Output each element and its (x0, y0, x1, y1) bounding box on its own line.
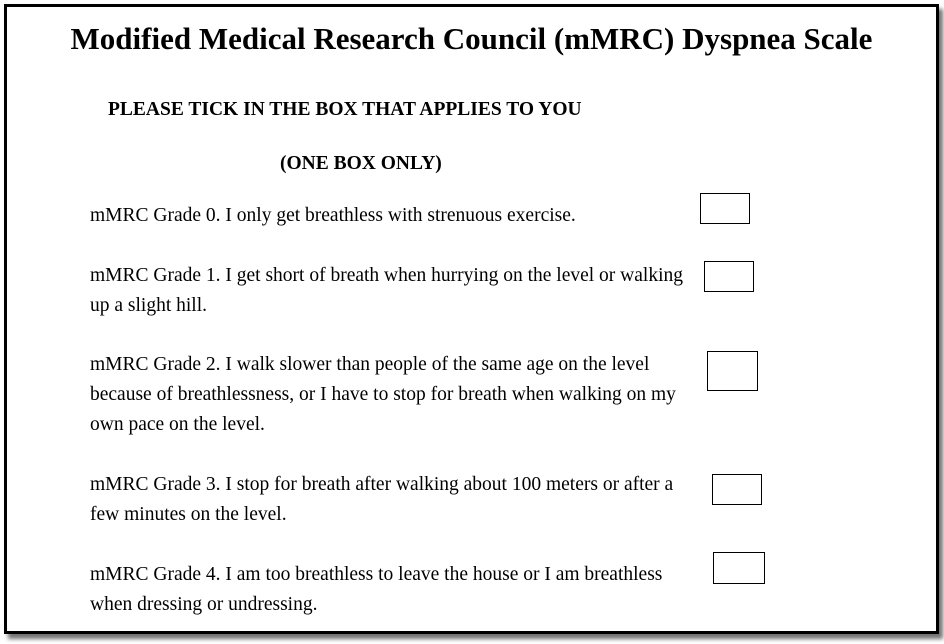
grade-2-checkbox[interactable] (707, 351, 758, 391)
document-frame (4, 4, 939, 634)
grade-4-label: mMRC Grade 4. I am too breathless to leave the house or I am breathless when dressing or undressing. (90, 564, 663, 615)
grade-0-checkbox[interactable] (700, 193, 750, 224)
instruction-text: PLEASE TICK IN THE BOX THAT APPLIES TO YOU (108, 99, 582, 120)
grade-0-item (90, 201, 700, 231)
grade-1-label: mMRC Grade 1. I get short of breath when hurrying on the level or walking up a slight hill. (90, 265, 683, 316)
grade-3-label: mMRC Grade 3. I stop for breath after walking about 100 meters or after a few minutes on the level. (90, 474, 674, 525)
grade-1-item (90, 261, 690, 321)
grade-3-item (90, 470, 690, 530)
grade-2-label: mMRC Grade 2. I walk slower than people of the same age on the level because of breathlessness, or I have to stop for breath when walking on my own pace on the level. (90, 354, 676, 435)
grade-0-label: mMRC Grade 0. I only get breathless with strenuous exercise. (90, 205, 576, 226)
grade-4-item (90, 560, 670, 620)
document-title: Modified Medical Research Council (mMRC) Dyspnea Scale (70, 21, 873, 56)
grade-2-item (90, 350, 702, 440)
grade-1-checkbox[interactable] (704, 261, 754, 292)
grade-4-checkbox[interactable] (713, 552, 765, 584)
instruction-note: (ONE BOX ONLY) (280, 153, 442, 174)
grade-3-checkbox[interactable] (712, 474, 762, 505)
